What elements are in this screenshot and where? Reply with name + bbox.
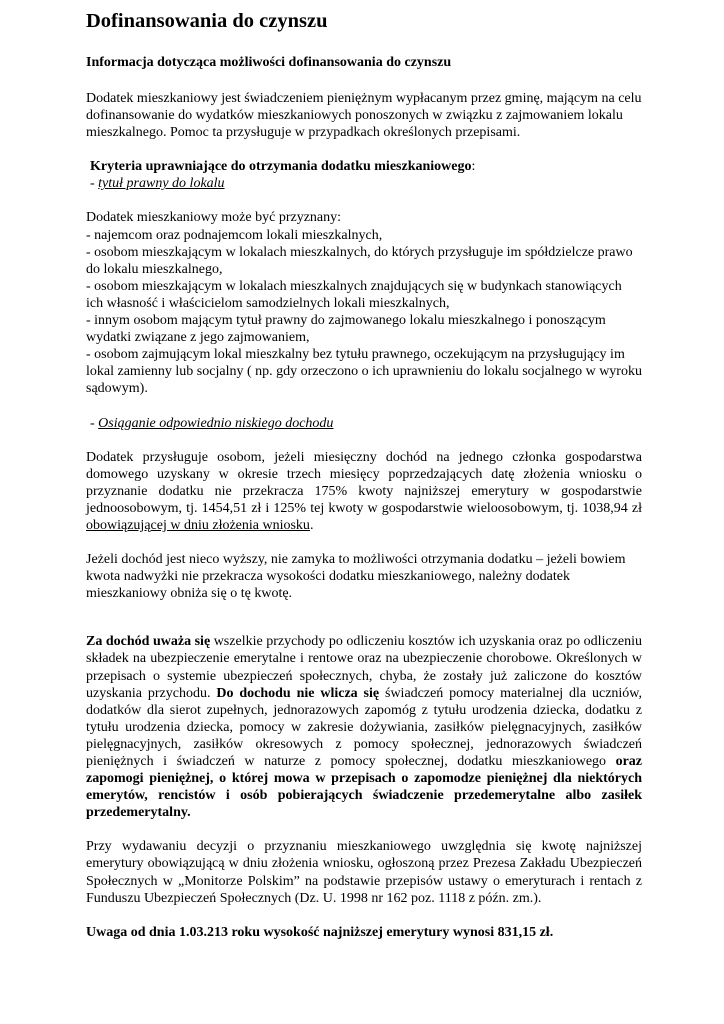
subtitle: Informacja dotycząca możliwości dofinansowania do czynszu xyxy=(86,55,452,70)
income-definition-paragraph xyxy=(86,633,642,821)
income-definition-bold-2: Do dochodu nie wlicza się xyxy=(216,685,380,701)
income-limit-text: Dodatek przysługuje osobom, jeżeli miesięczny dochód na jednego członka gospodarstwa domowego uzyskany w okresie trzech miesięcy poprzedzających datę złożenia wniosku o przyznanie dodatku nie przekracza 175% kwoty najniższej emerytury w gospodarstwie jednoosobowym, tj. 1454,51 zł i 125% tej kwoty w gospodarstwie wieloosobowym, tj. 1038,94 zł xyxy=(86,449,642,516)
legal-title-label: tytuł prawny do lokalu xyxy=(98,176,225,192)
income-definition-text-1: wszelkie przychody po odliczeniu kosztów ich uzyskania oraz po odliczeniu składek na ubezpieczenie emerytalne i rentowe oraz na ubezpieczenie chorobowe. Określonych w przepisach o systemie ubezpieczeń społecznych, chyba, że zostały już zaliczone do kosztów uzyskania przychodu. xyxy=(86,634,642,701)
document-page xyxy=(86,8,642,941)
criteria-item-legal-title xyxy=(86,175,642,192)
eligible-item: - osobom zajmującym lokal mieszkalny bez tytułu prawnego, oczekującym na przysługujący im lokal zamienny lub socjalny ( np. gdy orzeczono o ich uprawnieniu do lokalu socjalnego w wyroku sądowym). xyxy=(86,347,642,397)
eligible-lead: Dodatek mieszkaniowy może być przyznany: xyxy=(86,210,342,226)
criteria-colon: : xyxy=(471,159,476,175)
income-definition-bold-3: oraz zapomogi pieniężnej, o której mowa w przepisach o zapomodze pieniężnej dla niektórych emerytów, rencistów i osób pobierających świadczenie przedemerytalne albo zasiłek przedemerytalny. xyxy=(86,754,642,821)
note xyxy=(86,924,642,941)
eligible-item: - najemcom oraz podnajemcom lokali mieszkalnych, xyxy=(86,227,383,243)
eligible-item: - osobom mieszkającym w lokalach mieszkalnych, do których przysługuje im spółdzielcze prawo do lokalu mieszkalnego, xyxy=(86,244,633,277)
income-limit-underlined: obowiązującej w dniu złożenia wniosku xyxy=(86,517,310,533)
eligible-item: - osobom mieszkającym w lokalach mieszkalnych znajdujących się w budynkach stanowiących ich własność i właścicielom samodzielnych lokali mieszkalnych, xyxy=(86,278,622,311)
criteria-item-income xyxy=(86,415,642,432)
excess-paragraph: Jeżeli dochód jest nieco wyższy, nie zamyka to możliwości otrzymania dodatku – jeżeli bowiem kwota nadwyżki nie przekracza wysokości dodatku mieszkaniowego, należny dodatek mieszkaniowy obniża się o tę kwotę. xyxy=(86,552,626,602)
decision-paragraph: Przy wydawaniu decyzji o przyznaniu mieszkaniowego uwzględnia się kwotę najniższej emerytury obowiązującą w dniu złożenia wniosku, ogłoszoną przez Prezesa Zakładu Ubezpieczeń Społecznych w „Monitorze Polskim” na podstawie przepisów ustawy o emeryturach i rentach z Funduszu Ubezpieczeń Społecznych (Dz. U. 1998 nr 162 poz. 1118 z późn. zm.). xyxy=(86,839,642,906)
intro-paragraph: Dodatek mieszkaniowy jest świadczeniem pieniężnym wypłacanym przez gminę, mającym na celu dofinansowanie do wydatków mieszkaniowych ponoszonych w związku z zajmowaniem lokalu mieszkalnego. Pomoc ta przysługuje w przypadkach określonych przepisami. xyxy=(86,91,642,141)
dash: - xyxy=(90,415,99,431)
income-limit-end: . xyxy=(309,517,314,533)
criteria-heading-line xyxy=(86,158,642,175)
page-title: Dofinansowania do czynszu xyxy=(86,10,328,32)
income-criterion-label: Osiąganie odpowiednio niskiego dochodu xyxy=(98,415,334,431)
criteria-heading: Kryteria uprawniające do otrzymania dodatku mieszkaniowego xyxy=(90,159,472,175)
note-text: Uwaga od dnia 1.03.213 roku wysokość najniższej emerytury wynosi 831,15 zł. xyxy=(86,924,554,940)
income-limit-paragraph xyxy=(86,449,642,534)
dash: - xyxy=(90,176,99,192)
income-definition-bold-1: Za dochód uważa się xyxy=(86,634,211,650)
income-definition-text-2: świadczeń pomocy materialnej dla uczniów, dodatków dla sierot zupełnych, jednorazowych zapomóg z tytułu urodzenia dziecka, dodatku z tytułu urodzenia dziecka, pomocy w zakresie dożywiania, zasiłków pielęgnacyjnych, zasiłków pielęgnacyjnych, zasiłków okresowych z pomocy społecznej, jednorazowych świadczeń pieniężnych i świadczeń w naturze z pomocy społecznej, dodatku mieszkaniowego xyxy=(86,685,643,769)
eligible-item: - innym osobom mającym tytuł prawny do zajmowanego lokalu mieszkalnego i ponoszącym wydatki związane z jego zajmowaniem, xyxy=(86,313,606,346)
